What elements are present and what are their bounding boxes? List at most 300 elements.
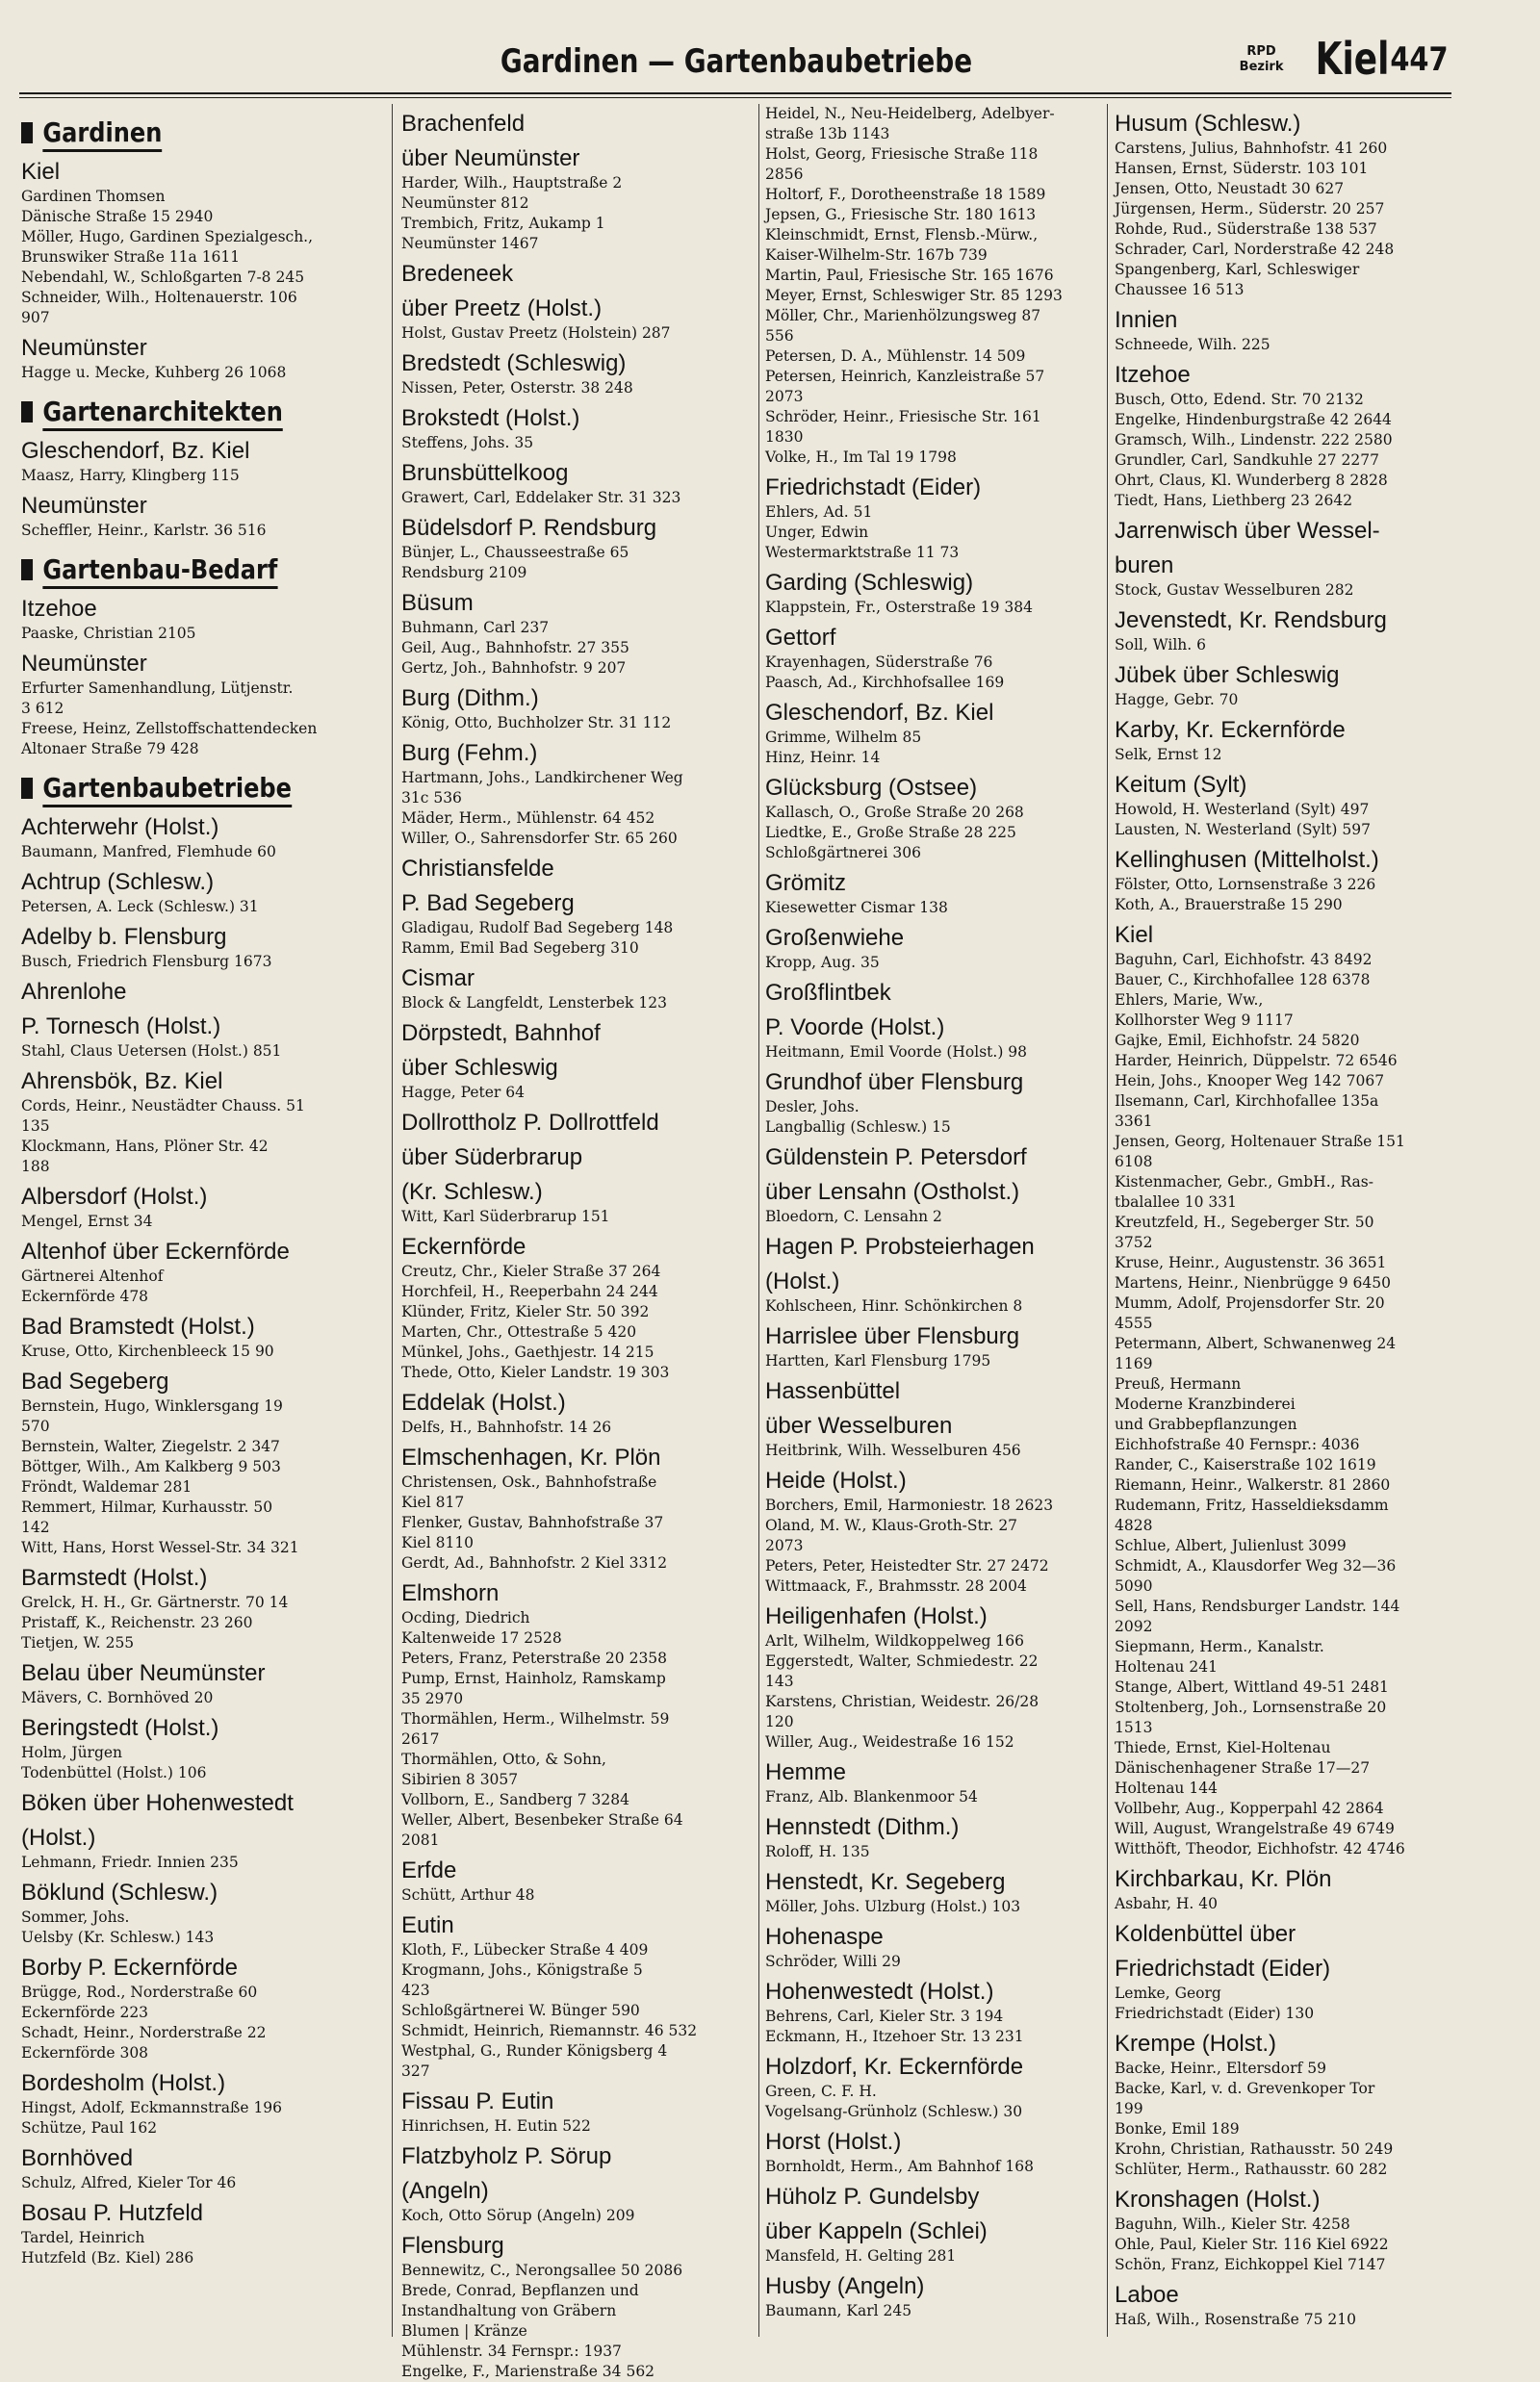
- listing-line: Arlt, Wilhelm, Wildkoppelweg 166: [765, 1632, 1024, 1650]
- listing-line: 2856: [765, 166, 804, 183]
- listing-line: Flenker, Gustav, Bahnhofstraße 37: [401, 1514, 664, 1531]
- listing-line: Karstens, Christian, Weidestr. 26/28: [765, 1693, 1040, 1710]
- place-heading: Grömitz: [765, 870, 846, 896]
- place-heading: Friedrichstadt (Eider): [765, 474, 982, 500]
- listing-line: Maasz, Harry, Klingberg 115: [21, 467, 240, 484]
- place-heading: Harrislee über Flensburg: [765, 1323, 1020, 1349]
- listing-line: Ohle, Paul, Kieler Str. 116 Kiel 6922: [1115, 2236, 1389, 2253]
- listing-line: Baumann, Karl 245: [765, 2302, 912, 2319]
- listing-line: Hagge, Gebr. 70: [1115, 691, 1239, 708]
- place-heading: Neumünster: [21, 651, 147, 677]
- place-heading: Büsum: [401, 590, 474, 616]
- listing-line: Kiel 817: [401, 1494, 465, 1511]
- category-label: Gardinen: [42, 116, 162, 152]
- listing-line: 5090: [1115, 1577, 1153, 1595]
- listing-line: Ehlers, Ad. 51: [765, 503, 873, 521]
- place-heading: Altenhof über Eckernförde: [21, 1239, 290, 1265]
- listing-line: Roloff, H. 135: [765, 1843, 870, 1860]
- listing-line: Sommer, Johs.: [21, 1908, 130, 1926]
- listing-line: Kohlscheen, Hinr. Schönkirchen 8: [765, 1297, 1023, 1315]
- listing-line: Sell, Hans, Rendsburger Landstr. 144: [1115, 1598, 1400, 1615]
- listing-line: Sibirien 8 3057: [401, 1771, 519, 1788]
- place-heading: Brunsbüttelkoog: [401, 460, 569, 486]
- listing-line: Thede, Otto, Kieler Landstr. 19 303: [401, 1364, 670, 1381]
- listing-line: 188: [21, 1158, 50, 1175]
- listing-line: Schütt, Arthur 48: [401, 1886, 535, 1904]
- listing-line: Petermann, Albert, Schwanenweg 24: [1115, 1335, 1397, 1352]
- listing-line: 570: [21, 1418, 50, 1435]
- listing-line: Dänische Straße 15 2940: [21, 208, 214, 225]
- listing-line: Eggerstedt, Walter, Schmiedestr. 22: [765, 1652, 1039, 1670]
- listing-line: Bernstein, Walter, Ziegelstr. 2 347: [21, 1438, 280, 1455]
- place-heading: Hemme: [765, 1759, 847, 1785]
- listing-line: Stange, Albert, Wittland 49-51 2481: [1115, 1678, 1389, 1696]
- listing-line: Gladigau, Rudolf Bad Segeberg 148: [401, 919, 674, 936]
- brand-bottom: Bezirk: [1239, 60, 1284, 74]
- listing-line: Volke, H., Im Tal 19 1798: [765, 448, 957, 466]
- listing-line: Kruse, Otto, Kirchenbleeck 15 90: [21, 1343, 274, 1360]
- listing-line: Schulz, Alfred, Kieler Tor 46: [21, 2174, 237, 2191]
- listing-line: und Grabbepflanzungen: [1115, 1416, 1297, 1433]
- listing-line: Erfurter Samenhandlung, Lütjenstr.: [21, 679, 294, 697]
- listing-line: Heitbrink, Wilh. Wesselburen 456: [765, 1442, 1021, 1459]
- listing-line: Schloßgärtnerei 306: [765, 844, 921, 861]
- listing-line: Petersen, D. A., Mühlenstr. 14 509: [765, 347, 1026, 365]
- listing-line: Witt, Hans, Horst Wessel-Str. 34 321: [21, 1539, 299, 1556]
- category-heading: [21, 551, 327, 589]
- listing-line: Schlüter, Herm., Rathausstr. 60 282: [1115, 2161, 1388, 2178]
- listing-line: Schröder, Heinr., Friesische Str. 161: [765, 408, 1041, 425]
- place-heading: Hagen P. Probsteierhagen: [765, 1234, 1035, 1260]
- listing-line: 120: [765, 1713, 794, 1730]
- listing-line: Howold, H. Westerland (Sylt) 497: [1115, 801, 1370, 818]
- listing-line: Grimme, Wilhelm 85: [765, 729, 922, 746]
- listing-line: Engelke, Hindenburgstraße 42 2644: [1115, 411, 1392, 428]
- listing-line: 2617: [401, 1730, 440, 1748]
- listing-line: Gajke, Emil, Eichhofstr. 24 5820: [1115, 1032, 1360, 1049]
- listing-line: Kallasch, O., Große Straße 20 268: [765, 804, 1024, 821]
- listing-line: Buhmann, Carl 237: [401, 619, 550, 636]
- listing-line: Martin, Paul, Friesische Str. 165 1676: [765, 267, 1054, 284]
- listing-line: Nebendahl, W., Schloßgarten 7-8 245: [21, 269, 305, 286]
- listing-line: Lausten, N. Westerland (Sylt) 597: [1115, 821, 1371, 838]
- listing-line: Fölster, Otto, Lornsenstraße 3 226: [1115, 876, 1376, 893]
- listing-line: Baguhn, Wilh., Kieler Str. 4258: [1115, 2216, 1350, 2233]
- listing-line: Tietjen, W. 255: [21, 1634, 135, 1652]
- listing-line: Grelck, H. H., Gr. Gärtnerstr. 70 14: [21, 1594, 289, 1611]
- listing-line: Bernstein, Hugo, Winklersgang 19: [21, 1397, 283, 1415]
- listing-line: Petersen, A. Leck (Schlesw.) 31: [21, 898, 259, 915]
- listing-line: Remmert, Hilmar, Kurhausstr. 50: [21, 1498, 273, 1516]
- listing-line: Bennewitz, C., Nerongsallee 50 2086: [401, 2262, 683, 2279]
- listing-line: Rudemann, Fritz, Hasseldieksdamm: [1115, 1497, 1389, 1514]
- place-heading: Bredeneek: [401, 261, 514, 287]
- listing-line: Holtorf, F., Dorotheenstraße 18 1589: [765, 186, 1046, 203]
- listing-line: Kloth, F., Lübecker Straße 4 409: [401, 1941, 649, 1959]
- brand-top: RPD: [1246, 44, 1276, 59]
- listing-line: Langballig (Schlesw.) 15: [765, 1118, 951, 1136]
- place-heading: Bad Segeberg: [21, 1369, 169, 1395]
- listing-line: Rohde, Rud., Süderstraße 138 537: [1115, 220, 1377, 238]
- place-heading: (Holst.): [21, 1825, 96, 1851]
- listing-line: 1830: [765, 428, 804, 446]
- place-heading: Garding (Schleswig): [765, 570, 974, 596]
- listing-line: 3361: [1115, 1113, 1153, 1130]
- listing-line: Dänischenhagener Straße 17—27: [1115, 1759, 1371, 1777]
- listing-line: Green, C. F. H.: [765, 2083, 877, 2100]
- listing-line: Schön, Franz, Eichkoppel Kiel 7147: [1115, 2256, 1386, 2273]
- place-heading: Böken über Hohenwestedt: [21, 1790, 294, 1816]
- listing-line: Mävers, C. Bornhöved 20: [21, 1689, 214, 1706]
- listing-line: Franz, Alb. Blankenmoor 54: [765, 1788, 978, 1806]
- listing-line: Mansfeld, H. Gelting 281: [765, 2247, 957, 2265]
- column-4: [1115, 104, 1471, 2356]
- district-city: Kiel: [1315, 33, 1390, 85]
- listing-line: Ocding, Diedrich: [401, 1609, 530, 1626]
- listing-line: Instandhaltung von Gräbern: [401, 2302, 617, 2319]
- listing-line: Kruse, Heinr., Augustenstr. 36 3651: [1115, 1254, 1387, 1271]
- listing-line: Gardinen Thomsen: [21, 188, 166, 205]
- place-heading: Hüholz P. Gundelsby: [765, 2184, 980, 2210]
- place-heading: Brokstedt (Holst.): [401, 405, 580, 431]
- place-heading: Horst (Holst.): [765, 2129, 902, 2155]
- place-heading: Eddelak (Holst.): [401, 1390, 566, 1416]
- listing-line: Meyer, Ernst, Schleswiger Str. 85 1293: [765, 287, 1063, 304]
- listing-line: tbalallee 10 331: [1115, 1193, 1238, 1211]
- listing-line: Lemke, Georg: [1115, 1985, 1221, 2002]
- listing-line: Holtenau 241: [1115, 1658, 1218, 1676]
- category-bullet-icon: [21, 559, 33, 580]
- listing-line: 199: [1115, 2100, 1143, 2117]
- listing-line: Chaussee 16 513: [1115, 281, 1245, 298]
- place-heading: Burg (Fehm.): [401, 740, 538, 766]
- place-heading: Kiel: [1115, 922, 1154, 948]
- page-title: Gardinen — Gartenbaubetriebe: [500, 42, 973, 81]
- listing-line: Kaiser-Wilhelm-Str. 167b 739: [765, 246, 988, 264]
- listing-line: Heitmann, Emil Voorde (Holst.) 98: [765, 1043, 1028, 1061]
- place-heading: Neumünster: [21, 493, 147, 519]
- listing-line: Oland, M. W., Klaus-Groth-Str. 27: [765, 1517, 1018, 1534]
- listing-line: Gertz, Joh., Bahnhofstr. 9 207: [401, 659, 627, 677]
- place-heading: Koldenbüttel über: [1115, 1921, 1296, 1947]
- category-bullet-icon: [21, 778, 33, 799]
- listing-line: 135: [21, 1117, 50, 1135]
- place-heading: Heide (Holst.): [765, 1468, 907, 1494]
- place-heading: Kronshagen (Holst.): [1115, 2187, 1321, 2213]
- listing-line: Schütze, Paul 162: [21, 2119, 158, 2137]
- listing-line: Eckernförde 308: [21, 2044, 149, 2062]
- listing-line: 3752: [1115, 1234, 1153, 1251]
- category-heading: [21, 114, 327, 152]
- listing-line: Creutz, Chr., Kieler Straße 37 264: [401, 1263, 661, 1280]
- listing-line: Klockmann, Hans, Plöner Str. 42: [21, 1138, 269, 1155]
- place-heading: Flensburg: [401, 2233, 504, 2259]
- listing-line: Eichhofstraße 40 Fernspr.: 4036: [1115, 1436, 1360, 1453]
- place-heading: Jübek über Schleswig: [1115, 662, 1340, 688]
- listing-line: Ilsemann, Carl, Kirchhofallee 135a: [1115, 1092, 1379, 1110]
- listing-line: Schrader, Carl, Norderstraße 42 248: [1115, 241, 1395, 258]
- place-heading: Karby, Kr. Eckernförde: [1115, 717, 1346, 743]
- listing-line: Hinz, Heinr. 14: [765, 749, 881, 766]
- listing-line: Peters, Franz, Peterstraße 20 2358: [401, 1650, 668, 1667]
- listing-line: Koch, Otto Sörup (Angeln) 209: [401, 2207, 635, 2224]
- listing-line: Stock, Gustav Wesselburen 282: [1115, 581, 1354, 599]
- place-heading: Eutin: [401, 1912, 454, 1938]
- place-heading: (Angeln): [401, 2178, 489, 2204]
- listing-line: Fröndt, Waldemar 281: [21, 1478, 192, 1496]
- listing-line: Krayenhagen, Süderstraße 76: [765, 653, 993, 671]
- listing-line: 423: [401, 1982, 430, 1999]
- listing-line: Spangenberg, Karl, Schleswiger: [1115, 261, 1360, 278]
- listing-line: Vollborn, E., Sandberg 7 3284: [401, 1791, 629, 1808]
- listing-line: 2092: [1115, 1618, 1153, 1635]
- place-heading: Hohenwestedt (Holst.): [765, 1979, 994, 2005]
- column-1: [21, 104, 377, 2356]
- listing-line: Grawert, Carl, Eddelaker Str. 31 323: [401, 489, 681, 506]
- place-heading: Keitum (Sylt): [1115, 772, 1247, 798]
- listing-line: Stoltenberg, Joh., Lornsenstraße 20: [1115, 1699, 1387, 1716]
- district-brand: [1239, 33, 1453, 85]
- listing-line: Weller, Albert, Besenbeker Straße 64: [401, 1811, 683, 1829]
- listing-line: Schneider, Wilh., Holtenauerstr. 106: [21, 289, 297, 306]
- place-heading: über Süderbrarup: [401, 1144, 583, 1170]
- listing-line: Nissen, Peter, Osterstr. 38 248: [401, 379, 633, 397]
- listing-line: 1169: [1115, 1355, 1153, 1372]
- listing-line: Bloedorn, C. Lensahn 2: [765, 1208, 942, 1225]
- listing-line: Schloßgärtnerei W. Bünger 590: [401, 2002, 640, 2019]
- listing-line: 143: [765, 1673, 794, 1690]
- listing-line: Pump, Ernst, Hainholz, Ramskamp: [401, 1670, 666, 1687]
- place-heading: Güldenstein P. Petersdorf: [765, 1144, 1027, 1170]
- listing-line: Tiedt, Hans, Liethberg 23 2642: [1115, 492, 1353, 509]
- header-rule-bottom: [19, 97, 1451, 98]
- listing-line: Christensen, Osk., Bahnhofstraße: [401, 1473, 657, 1491]
- place-heading: Bad Bramstedt (Holst.): [21, 1314, 255, 1340]
- listing-line: Paasch, Ad., Kirchhofsallee 169: [765, 674, 1005, 691]
- listing-line: Schmidt, A., Klausdorfer Weg 32—36: [1115, 1557, 1397, 1575]
- place-heading: Bordesholm (Holst.): [21, 2070, 226, 2096]
- place-heading: Adelby b. Flensburg: [21, 924, 227, 950]
- listing-line: Thiede, Ernst, Kiel-Holtenau: [1115, 1739, 1331, 1756]
- listing-line: Mengel, Ernst 34: [21, 1213, 153, 1230]
- listing-line: Gramsch, Wilh., Lindenstr. 222 2580: [1115, 431, 1393, 448]
- listing-line: Hartmann, Johs., Landkirchener Weg: [401, 769, 683, 786]
- listing-line: Holtenau 144: [1115, 1780, 1218, 1797]
- listing-line: Hein, Johs., Knooper Weg 142 7067: [1115, 1072, 1385, 1089]
- place-heading: Jevenstedt, Kr. Rendsburg: [1115, 607, 1387, 633]
- listing-line: Rander, C., Kaiserstraße 102 1619: [1115, 1456, 1376, 1473]
- listing-line: Westermarktstraße 11 73: [765, 544, 960, 561]
- place-heading: Hennstedt (Dithm.): [765, 1814, 960, 1840]
- listing-line: Cords, Heinr., Neustädter Chauss. 51: [21, 1097, 305, 1114]
- place-heading: Achterwehr (Holst.): [21, 814, 219, 840]
- listing-line: Busch, Otto, Edend. Str. 70 2132: [1115, 391, 1364, 408]
- listing-line: Möller, Hugo, Gardinen Spezialgesch.,: [21, 228, 314, 245]
- listing-line: Kaltenweide 17 2528: [401, 1629, 562, 1647]
- listing-line: Hartten, Karl Flensburg 1795: [765, 1352, 991, 1370]
- listing-line: Brügge, Rod., Norderstraße 60: [21, 1984, 258, 2001]
- place-heading: Borby P. Eckernförde: [21, 1955, 239, 1981]
- listing-line: Kreutzfeld, H., Segeberger Str. 50: [1115, 1214, 1374, 1231]
- listing-line: Thormählen, Otto, & Sohn,: [401, 1751, 606, 1768]
- listing-line: 35 2970: [401, 1690, 464, 1707]
- listing-line: Unger, Edwin: [765, 524, 869, 541]
- listing-line: Eckmann, H., Itzehoer Str. 13 231: [765, 2028, 1024, 2045]
- listing-line: Moderne Kranzbinderei: [1115, 1396, 1296, 1413]
- listing-line: Tardel, Heinrich: [21, 2229, 145, 2246]
- place-heading: Dollrottholz P. Dollrottfeld: [401, 1110, 659, 1136]
- listing-line: Busch, Friedrich Flensburg 1673: [21, 953, 272, 970]
- listing-line: Heidel, N., Neu-Heidelberg, Adelbyer-: [765, 105, 1055, 122]
- listing-line: Hinrichsen, H. Eutin 522: [401, 2117, 591, 2135]
- listing-line: Kistenmacher, Gebr., GmbH., Ras-: [1115, 1173, 1373, 1191]
- category-bullet-icon: [21, 401, 33, 423]
- listing-line: Selk, Ernst 12: [1115, 746, 1222, 763]
- listing-line: Horchfeil, H., Reeperbahn 24 244: [401, 1283, 658, 1300]
- listing-line: Thormählen, Herm., Wilhelmstr. 59: [401, 1710, 670, 1728]
- listing-line: Will, August, Wrangelstraße 49 6749: [1115, 1820, 1395, 1837]
- listing-line: Blumen | Kränze: [401, 2322, 527, 2340]
- place-heading: Hohenaspe: [765, 1924, 884, 1950]
- place-heading: über Kappeln (Schlei): [765, 2218, 988, 2244]
- listing-line: Uelsby (Kr. Schlesw.) 143: [21, 1929, 215, 1946]
- listing-line: Jürgensen, Herm., Süderstr. 20 257: [1115, 200, 1385, 218]
- listing-line: Schneede, Wilh. 225: [1115, 336, 1270, 353]
- place-heading: Elmschenhagen, Kr. Plön: [401, 1445, 661, 1471]
- page-number: 447: [1390, 40, 1449, 79]
- listing-line: 556: [765, 327, 794, 345]
- listing-line: Preuß, Hermann: [1115, 1375, 1242, 1393]
- place-heading: Laboe: [1115, 2282, 1179, 2308]
- place-heading: Husum (Schlesw.): [1115, 111, 1301, 137]
- place-heading: P. Tornesch (Holst.): [21, 1013, 221, 1039]
- listing-line: Freese, Heinz, Zellstoffschattendecken: [21, 720, 318, 737]
- listing-line: Witt, Karl Süderbrarup 151: [401, 1208, 610, 1225]
- place-heading: P. Bad Segeberg: [401, 890, 575, 916]
- place-heading: Fissau P. Eutin: [401, 2088, 554, 2114]
- listing-line: Klünder, Fritz, Kieler Str. 50 392: [401, 1303, 650, 1320]
- listing-line: Harder, Wilh., Hauptstraße 2: [401, 174, 623, 192]
- place-heading: Innien: [1115, 307, 1178, 333]
- listing-line: Asbahr, H. 40: [1115, 1895, 1218, 1912]
- listing-line: 3 612: [21, 700, 64, 717]
- listing-line: Mäder, Herm., Mühlenstr. 64 452: [401, 809, 655, 827]
- listing-line: Ohrt, Claus, Kl. Wunderberg 8 2828: [1115, 472, 1388, 489]
- listing-line: Jensen, Otto, Neustadt 30 627: [1115, 180, 1345, 197]
- listing-line: Neumünster 1467: [401, 235, 539, 252]
- place-heading: Holzdorf, Kr. Eckernförde: [765, 2054, 1024, 2080]
- place-heading: Büdelsdorf P. Rendsburg: [401, 515, 657, 541]
- place-heading: Gleschendorf, Bz. Kiel: [765, 700, 994, 726]
- place-heading: P. Voorde (Holst.): [765, 1014, 945, 1040]
- place-heading: Böklund (Schlesw.): [21, 1880, 218, 1906]
- place-heading: Itzehoe: [1115, 362, 1191, 388]
- place-heading: Burg (Dithm.): [401, 685, 539, 711]
- listing-line: Harder, Heinrich, Düppelstr. 72 6546: [1115, 1052, 1398, 1069]
- listing-line: Mühlenstr. 34 Fernspr.: 1937: [401, 2343, 622, 2360]
- listing-line: Willer, O., Sahrensdorfer Str. 65 260: [401, 830, 678, 847]
- listing-line: Marten, Chr., Ottestraße 5 420: [401, 1323, 637, 1341]
- listing-line: Eckernförde 478: [21, 1288, 149, 1305]
- place-heading: Großenwiehe: [765, 925, 905, 951]
- listing-line: Kiesewetter Cismar 138: [765, 899, 948, 916]
- place-heading: Neumünster: [21, 335, 147, 361]
- listing-line: Brunswiker Straße 11a 1611: [21, 248, 241, 266]
- place-heading: Flatzbyholz P. Sörup: [401, 2143, 612, 2169]
- category-bullet-icon: [21, 122, 33, 143]
- listing-line: Haß, Wilh., Rosenstraße 75 210: [1115, 2311, 1356, 2328]
- place-heading: Kellinghusen (Mittelholst.): [1115, 847, 1379, 873]
- place-heading: Ahrenlohe: [21, 979, 127, 1005]
- place-heading: Belau über Neumünster: [21, 1660, 266, 1686]
- place-heading: über Wesselburen: [765, 1413, 953, 1439]
- place-heading: Brachenfeld: [401, 111, 526, 137]
- listing-line: Backe, Karl, v. d. Grevenkoper Tor: [1115, 2080, 1375, 2097]
- listing-line: 31c 536: [401, 789, 462, 807]
- listing-line: Hagge, Peter 64: [401, 1084, 525, 1101]
- listing-line: Bonke, Emil 189: [1115, 2120, 1240, 2138]
- listing-line: 907: [21, 309, 50, 326]
- listing-line: Liedtke, E., Große Straße 28 225: [765, 824, 1016, 841]
- listing-line: Bauer, C., Kirchhofallee 128 6378: [1115, 971, 1371, 988]
- district-label: [1240, 44, 1284, 75]
- listing-line: Holm, Jürgen: [21, 1744, 123, 1761]
- place-heading: Bredstedt (Schleswig): [401, 350, 627, 376]
- listing-line: Petersen, Heinrich, Kanzleistraße 57: [765, 368, 1045, 385]
- place-heading: Eckernförde: [401, 1234, 526, 1260]
- place-heading: Gleschendorf, Bz. Kiel: [21, 438, 250, 464]
- listing-line: Trembich, Fritz, Aukamp 1: [401, 215, 605, 232]
- listing-line: 2073: [765, 388, 804, 405]
- header-rule-top: [19, 92, 1451, 94]
- place-heading: Dörpstedt, Bahnhof: [401, 1020, 601, 1046]
- place-heading: Krempe (Holst.): [1115, 2031, 1277, 2057]
- place-heading: Glücksburg (Ostsee): [765, 775, 978, 801]
- listing-line: Krohn, Christian, Rathausstr. 50 249: [1115, 2140, 1394, 2158]
- listing-line: König, Otto, Buchholzer Str. 31 112: [401, 714, 672, 731]
- listing-line: Scheffler, Heinr., Karlstr. 36 516: [21, 522, 267, 539]
- place-heading: Cismar: [401, 965, 475, 991]
- listing-line: Friedrichstadt (Eider) 130: [1115, 2005, 1315, 2022]
- page-header: [19, 33, 1453, 92]
- place-heading: Husby (Angeln): [765, 2273, 925, 2299]
- listing-line: Jensen, Georg, Holtenauer Straße 151: [1115, 1133, 1405, 1150]
- listing-line: Grundler, Carl, Sandkuhle 27 2277: [1115, 451, 1379, 469]
- listing-line: Peters, Peter, Heistedter Str. 27 2472: [765, 1557, 1049, 1575]
- place-heading: Beringstedt (Holst.): [21, 1715, 219, 1741]
- place-heading: über Neumünster: [401, 145, 580, 171]
- listing-line: Kleinschmidt, Ernst, Flensb.-Mürw.,: [765, 226, 1039, 243]
- place-heading: über Lensahn (Ostholst.): [765, 1179, 1020, 1205]
- listing-line: Lehmann, Friedr. Innien 235: [21, 1854, 239, 1871]
- listing-line: Willer, Aug., Weidestraße 16 152: [765, 1733, 1014, 1751]
- listing-line: Vogelsang-Grünholz (Schlesw.) 30: [765, 2103, 1023, 2120]
- listing-line: Krogmann, Johs., Königstraße 5: [401, 1961, 643, 1979]
- listing-line: 142: [21, 1519, 50, 1536]
- listing-line: Eckernförde 223: [21, 2004, 149, 2021]
- place-heading: Bornhöved: [21, 2145, 134, 2171]
- listing-line: Steffens, Johs. 35: [401, 434, 534, 451]
- place-heading: Hassenbüttel: [765, 1378, 901, 1404]
- place-heading: Gettorf: [765, 625, 836, 651]
- listing-line: Schadt, Heinr., Norderstraße 22: [21, 2024, 267, 2041]
- listing-line: Delfs, H., Bahnhofstr. 14 26: [401, 1419, 612, 1436]
- listing-line: Klappstein, Fr., Osterstraße 19 384: [765, 599, 1034, 616]
- place-heading: Elmshorn: [401, 1580, 500, 1606]
- listing-line: 2073: [765, 1537, 804, 1554]
- listing-line: Koth, A., Brauerstraße 15 290: [1115, 896, 1343, 913]
- column-3: [765, 104, 1121, 2356]
